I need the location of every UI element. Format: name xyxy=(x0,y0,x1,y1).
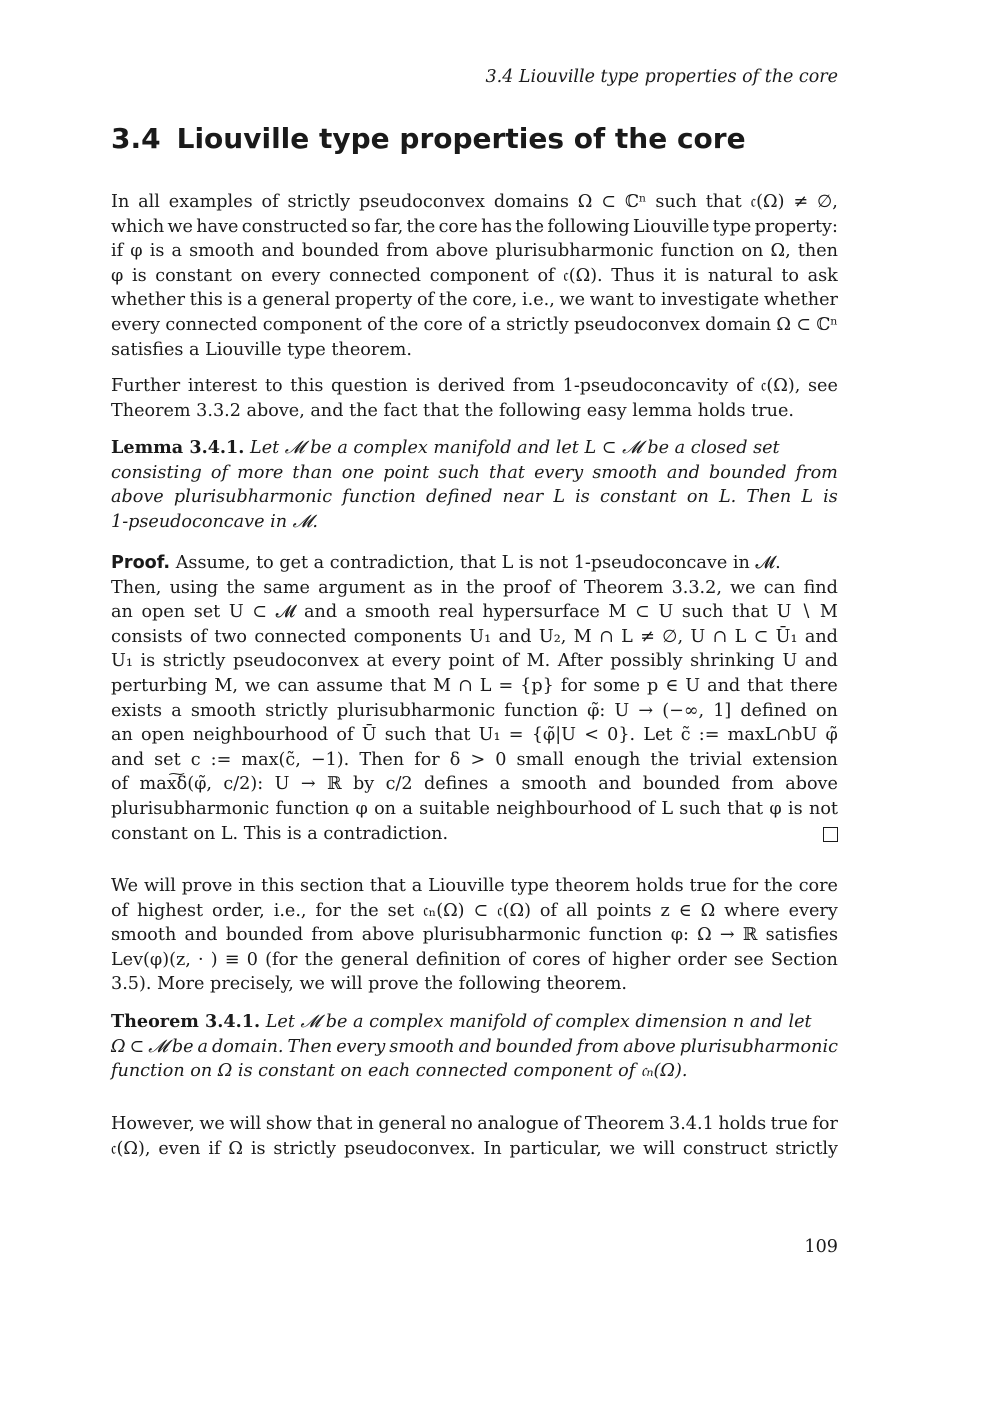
text-line: 3.5). More precisely, we will prove the following theorem. xyxy=(111,974,628,995)
text-line: satisfies a Liouville type theorem. xyxy=(111,339,412,360)
text-line: φ is constant on every connected component of 𝔠(Ω). Thus it is natural to ask xyxy=(111,265,838,286)
paragraph-intro xyxy=(111,190,838,362)
text-line: consisting of more than one point such that every smooth and bounded from xyxy=(111,462,838,483)
text-line: which we have constructed so far, the core has the following Liouville type property: xyxy=(111,216,838,237)
text-line: Let 𝓜 be a complex manifold of complex dimension n and let xyxy=(265,1012,812,1032)
text-line: Let 𝓜 be a complex manifold and let L ⊂ 𝓜 be a closed set xyxy=(250,438,780,458)
theorem-block xyxy=(111,1010,838,1084)
text-line: and set c := max(c̃, −1). Then for δ > 0 small enough the trivial extension xyxy=(111,749,838,770)
paragraph-further-interest xyxy=(111,374,838,423)
text-line: Further interest to this question is derived from 1-pseudoconcavity of 𝔠(Ω), see xyxy=(111,376,838,396)
text-line: U₁ is strictly pseudoconvex at every point of M. After possibly shrinking U and xyxy=(111,651,838,672)
text-line: exists a smooth strictly plurisubharmonic function φ̃: U → (−∞, 1] defined on xyxy=(111,700,838,721)
paragraph-highest-order xyxy=(111,874,838,997)
text-line: 𝔠(Ω), even if Ω is strictly pseudoconvex. In particular, we will construct strictly xyxy=(111,1138,838,1159)
text-line: Assume, to get a contradiction, that L is not 1-pseudoconcave in 𝓜. xyxy=(175,553,781,573)
proof-block xyxy=(111,551,838,846)
text-line: every connected component of the core of a strictly pseudoconvex domain Ω ⊂ ℂⁿ xyxy=(111,314,838,335)
text-line: However, we will show that in general no analogue of Theorem 3.4.1 holds true for xyxy=(111,1114,838,1134)
text-line: Then, using the same argument as in the proof of Theorem 3.3.2, we can find xyxy=(111,577,838,598)
qed-square-icon xyxy=(823,827,838,842)
proof-label: Proof. xyxy=(111,553,171,573)
running-head: 3.4 Liouville type properties of the core xyxy=(485,67,838,87)
lemma-block xyxy=(111,436,838,534)
text-line: of highest order, i.e., for the set 𝔠ₙ(Ω) ⊂ 𝔠(Ω) of all points z ∈ Ω where every xyxy=(111,900,838,921)
text-line: 1-pseudoconcave in 𝓜. xyxy=(111,511,318,532)
text-line: Lev(φ)(z, · ) ≡ 0 (for the general definition of cores of higher order see Section xyxy=(111,949,838,970)
text-line: an open set U ⊂ 𝓜 and a smooth real hypersurface M ⊂ U such that U ∖ M xyxy=(111,602,838,623)
text-line: if φ is a smooth and bounded from above plurisubharmonic function on Ω, then xyxy=(111,241,838,262)
text-line: consists of two connected components U₁ and U₂, M ∩ L ≠ ∅, U ∩ L ⊂ Ū₁ and xyxy=(111,626,838,647)
lemma-label: Lemma 3.4.1. xyxy=(111,437,245,458)
text-line: plurisubharmonic function φ on a suitable neighbourhood of L such that φ is not xyxy=(111,798,838,819)
text-line: above plurisubharmonic function defined near L is constant on L. Then L is xyxy=(111,487,838,508)
paragraph-however xyxy=(111,1112,838,1161)
text-line: whether this is a general property of the core, i.e., we want to investigate whether xyxy=(111,290,838,311)
text-line: We will prove in this section that a Liouville type theorem holds true for the core xyxy=(111,876,838,896)
page-number: 109 xyxy=(804,1237,838,1257)
section-title xyxy=(111,122,746,155)
text-line: an open neighbourhood of Ū such that U₁ = {φ̃|U < 0}. Let c̃ := maxL∩bU φ̃ xyxy=(111,725,838,746)
section-title-text: Liouville type properties of the core xyxy=(176,122,746,155)
text-line: of max͠δ(φ̃, c/2): U → ℝ by c/2 defines a smooth and bounded from above xyxy=(111,774,838,795)
text-line: In all examples of strictly pseudoconvex domains Ω ⊂ ℂⁿ such that 𝔠(Ω) ≠ ∅, xyxy=(111,192,838,212)
text-line: perturbing M, we can assume that M ∩ L = {p} for some p ∈ U and that there xyxy=(111,675,838,696)
text-line: smooth and bounded from above plurisubharmonic function φ: Ω → ℝ satisfies xyxy=(111,925,838,946)
text-line: function on Ω is constant on each connected component of 𝔠ₙ(Ω). xyxy=(111,1061,688,1082)
section-number: 3.4 xyxy=(111,122,161,155)
text-line: Ω ⊂ 𝓜 be a domain. Then every smooth and bounded from above plurisubharmonic xyxy=(111,1036,838,1057)
text-line: constant on L. This is a contradiction. xyxy=(111,823,449,844)
text-line: Theorem 3.3.2 above, and the fact that the following easy lemma holds true. xyxy=(111,400,794,421)
theorem-label: Theorem 3.4.1. xyxy=(111,1011,261,1032)
